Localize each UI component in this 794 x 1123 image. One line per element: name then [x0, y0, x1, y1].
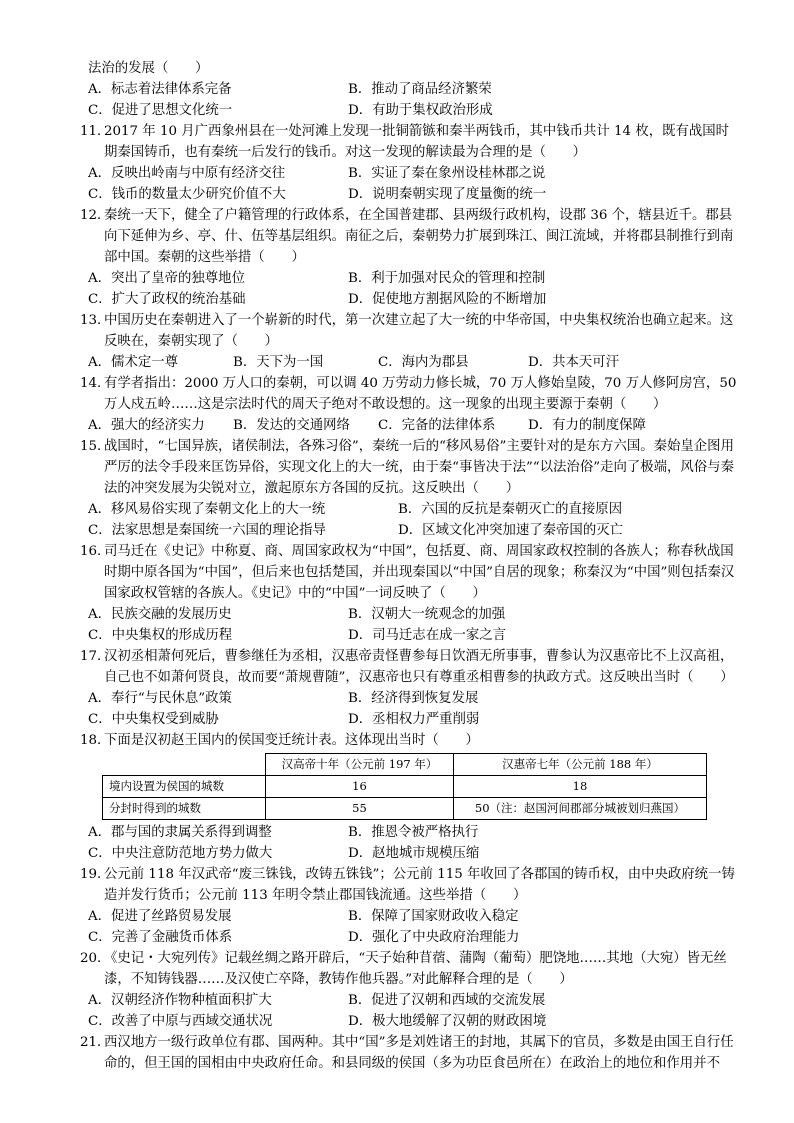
question-number: 13． [80, 313, 111, 328]
exam-page [80, 58, 740, 1074]
question-number: 16． [80, 544, 111, 559]
option-d[interactable]: D．司马迁志在成一家之言 [348, 628, 507, 643]
options [80, 268, 740, 310]
option-d[interactable]: D．赵地城市规模压缩 [348, 846, 480, 861]
question-12 [80, 205, 740, 310]
question-stem: 法治的发展（ ） [88, 61, 209, 76]
option-b[interactable]: B．推动了商品经济繁荣 [348, 82, 492, 97]
table-cell: 境内设置为侯国的城数 [103, 776, 266, 798]
option-d[interactable]: D．有力的制度保障 [528, 418, 646, 433]
question-21 [80, 1032, 740, 1074]
question-11 [80, 121, 740, 205]
option-b[interactable]: B．利于加强对民众的管理和控制 [348, 271, 546, 286]
option-b[interactable]: B．经济得到恢复发展 [348, 691, 479, 706]
table-header-cell: 汉惠帝七年（公元前 188 年） [454, 754, 707, 776]
option-a[interactable]: A．促进了丝路贸易发展 [88, 909, 232, 924]
option-d[interactable]: D．共本天可汗 [528, 355, 620, 370]
options [80, 990, 740, 1032]
option-c[interactable]: C．中央集权的形成历程 [88, 628, 233, 643]
options [80, 906, 740, 948]
option-a[interactable]: A．强大的经济实力 [88, 418, 205, 433]
question-10-tail [80, 58, 740, 121]
option-d[interactable]: D．极大地缓解了汉朝的财政困境 [348, 1014, 547, 1029]
question-19 [80, 864, 740, 948]
option-a[interactable]: A．移风易俗实现了秦朝文化上的大一统 [88, 502, 326, 517]
question-stem: 中国历史在秦朝进入了一个崭新的时代，第一次建立起了大一统的中华帝国，中央集权统治也确立起来。这反映在，秦朝实现了（ ） [104, 313, 734, 349]
table-header-cell: 汉高帝十年（公元前 197 年） [266, 754, 454, 776]
question-stem: 秦统一天下，健全了户籍管理的行政体系，在全国普建郡、县两级行政机构，设郡 36 个，辖县近千。郡县向下延伸为乡、亭、什、伍等基层组织。南征之后，秦朝势力扩展到珠江、闽江流域，并将郡县制推行到南部中国。秦朝的这些举措（ ） [104, 208, 734, 265]
option-c[interactable]: C．钱币的数量太少研究价值不大 [88, 187, 286, 202]
question-18 [80, 730, 740, 864]
question-number: 15． [80, 439, 111, 454]
option-d[interactable]: D．促使地方割据风险的不断增加 [348, 292, 547, 307]
question-number: 19． [80, 867, 111, 882]
option-a[interactable]: A．儒术定一尊 [88, 355, 179, 370]
option-a[interactable]: A．突出了皇帝的独尊地位 [88, 271, 245, 286]
table-cell: 分封时得到的城数 [103, 798, 266, 820]
question-number: 12． [80, 208, 111, 223]
question-number: 11． [80, 124, 111, 139]
option-d[interactable]: D．强化了中央政府治理能力 [348, 930, 520, 945]
option-b[interactable]: B．实证了秦在象州设桂林郡之说 [348, 166, 546, 181]
question-14 [80, 373, 740, 436]
option-c[interactable]: C．完善了金融货币体系 [88, 930, 233, 945]
option-a[interactable]: A．郡与国的隶属关系得到调整 [88, 825, 272, 840]
options [80, 688, 740, 730]
options [80, 415, 740, 436]
question-17 [80, 646, 740, 730]
option-c[interactable]: C．完备的法律体系 [378, 418, 496, 433]
question-number: 17． [80, 649, 111, 664]
option-c[interactable]: C．中央集权受到威胁 [88, 712, 219, 727]
question-number: 14． [80, 376, 111, 391]
option-a[interactable]: A．奉行“与民休息”政策 [88, 691, 232, 706]
table-cell: 16 [266, 776, 454, 798]
option-b[interactable]: B．促进了汉朝和西域的交流发展 [348, 993, 546, 1008]
options [80, 352, 740, 373]
options [80, 822, 740, 864]
option-c[interactable]: C．促进了思想文化统一 [88, 103, 233, 118]
fief-statistics-table [102, 753, 707, 820]
option-d[interactable]: D．区域文化冲突加速了秦帝国的灭亡 [398, 523, 623, 538]
option-a[interactable]: A．汉朝经济作物种植面积扩大 [88, 993, 272, 1008]
table-header-row [103, 754, 707, 776]
option-b[interactable]: B．天下为一国 [233, 355, 324, 370]
question-stem: 西汉地方一级行政单位有郡、国两种。其中“国”多是刘姓诸王的封地，其属下的官员，多数是由国王自行任命的，但王国的国相由中央政府任命。和县同级的侯国（多为功臣食邑所在）在政治上的地位和作用并不 [104, 1035, 734, 1071]
option-c[interactable]: C．改善了中原与西域交通状况 [88, 1014, 273, 1029]
question-stem: 《史记・大宛列传》记载丝绸之路开辟后，“天子始种苜蓿、蒲陶（葡萄）肥饶地……其地（大宛）皆无丝漆，不知铸钱器……及汉使亡卒降，教铸作他兵器。”对此解释合理的是（ ） [104, 951, 727, 987]
option-d[interactable]: D．有助于集权政治形成 [348, 103, 493, 118]
option-a[interactable]: A．民族交融的发展历史 [88, 607, 232, 622]
option-b[interactable]: B．汉朝大一统观念的加强 [348, 607, 506, 622]
question-stem: 司马迁在《史记》中称夏、商、周国家政权为“中国”，包括夏、商、周国家政权控制的各族人；称春秋战国时期中原各国为“中国”，但后来也包括楚国，并出现秦国以“中国”自居的现象；称秦汉为“中国”则包括秦汉国家政权管辖的各族人。《史记》中的“中国”一词反映了（ ） [104, 544, 735, 601]
option-b[interactable]: B．保障了国家财政收入稳定 [348, 909, 519, 924]
option-c[interactable]: C．法家思想是秦国统一六国的理论指导 [88, 523, 326, 538]
option-c[interactable]: C．扩大了政权的统治基础 [88, 292, 246, 307]
option-d[interactable]: D．说明秦朝实现了度量衡的统一 [348, 187, 547, 202]
question-stem: 战国时，“七国异族，诸侯制法，各殊习俗”，秦统一后的“移风易俗”主要针对的是东方六国。秦始皇企图用严厉的法令手段来匡饬异俗，实现文化上的大一统，由于秦“事皆决于法”“以法治俗”走向了极端，风俗与秦法的冲突发展为尖锐对立，激起原东方各国的反抗。这反映出（ ） [104, 439, 734, 496]
question-16 [80, 541, 740, 646]
table-cell: 55 [266, 798, 454, 820]
options [80, 163, 740, 205]
options [80, 79, 740, 121]
question-stem: 下面是汉初赵王国内的侯国变迁统计表。这体现出当时（ ） [104, 733, 479, 748]
option-b[interactable]: B．推恩令被严格执行 [348, 825, 479, 840]
table-cell: 50（注：赵国河间郡部分城被划归燕国） [454, 798, 707, 820]
question-15 [80, 436, 740, 541]
option-a[interactable]: A．标志着法律体系完备 [88, 82, 232, 97]
table-row [103, 798, 707, 820]
question-stem: 汉初丞相萧何死后，曹参继任为丞相，汉惠帝责怪曹参每日饮酒无所事事，曹参认为汉惠帝比不上汉高祖，自己也不如萧何贤良，故而要“萧规曹随”，汉惠帝也只有尊重丞相曹参的执政方式。这反映出当时（ ） [104, 649, 734, 685]
table-cell: 18 [454, 776, 707, 798]
option-d[interactable]: D．丞相权力严重削弱 [348, 712, 480, 727]
question-stem: 2017 年 10 月广西象州县在一处河滩上发现一批铜箭镞和秦半两钱币，其中钱币共计 14 枚，既有战国时期秦国铸币，也有秦统一后发行的钱币。对这一发现的解读最为合理的是（ ） [104, 124, 730, 160]
option-b[interactable]: B．发达的交通网络 [233, 418, 350, 433]
question-number: 21． [80, 1035, 111, 1050]
question-20 [80, 948, 740, 1032]
table-header-cell [103, 754, 266, 776]
options [80, 604, 740, 646]
option-c[interactable]: C．中央注意防范地方势力做大 [88, 846, 273, 861]
options [80, 499, 740, 541]
option-c[interactable]: C．海内为郡县 [378, 355, 469, 370]
option-a[interactable]: A．反映出岭南与中原有经济交往 [88, 166, 286, 181]
option-b[interactable]: B．六国的反抗是秦朝灭亡的直接原因 [398, 502, 623, 517]
table-row [103, 776, 707, 798]
question-stem: 公元前 118 年汉武帝“废三铢钱，改铸五铢钱”；公元前 115 年收回了各郡国的铸币权，由中央政府统一铸造并发行货币；公元前 113 年明令禁止郡国钱流通。这些举措（ ） [104, 867, 735, 903]
question-number: 20． [80, 951, 111, 966]
question-stem: 有学者指出：2000 万人口的秦朝，可以调 40 万劳动力修长城，70 万人修始皇陵，70 万人修阿房宫，50 万人戍五岭……这是宗法时代的周天子绝对不敢设想的。这一现象的出现主要源于秦朝（ ） [104, 376, 737, 412]
question-13 [80, 310, 740, 373]
question-number: 18． [80, 733, 111, 748]
